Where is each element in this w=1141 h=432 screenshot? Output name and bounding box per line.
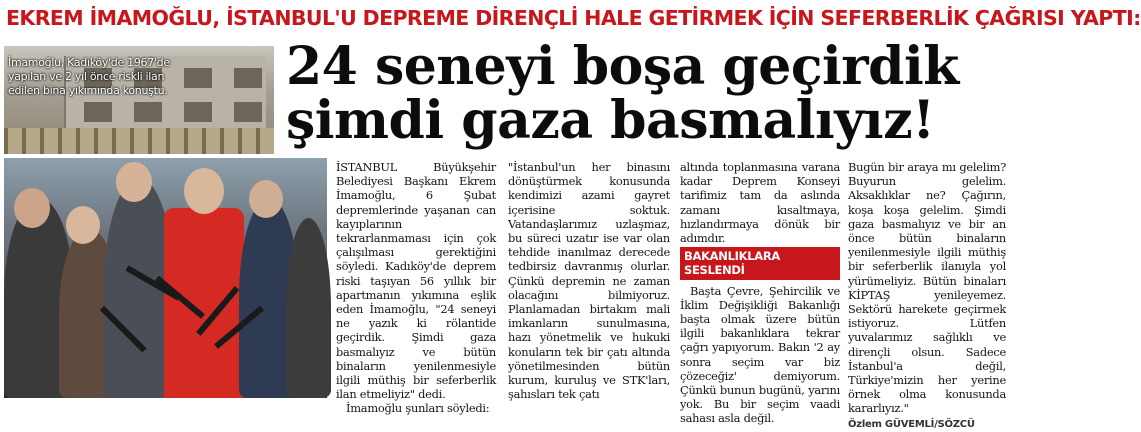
article-column-3 xyxy=(680,160,840,426)
headline-line-1: 24 seneyi boşa geçirdik xyxy=(286,36,959,97)
article-column-1 xyxy=(336,160,496,416)
kicker-headline: EKREM İMAMOĞLU, İSTANBUL'U DEPREME DİRENÇLİ HALE GETİRMEK İÇİN SEFERBERLİK ÇAĞRISI YAPTI: xyxy=(6,6,1141,30)
press-photo xyxy=(4,158,327,398)
article-column-4 xyxy=(848,160,1006,432)
article-column-2 xyxy=(508,160,670,401)
paragraph: Bugün bir araya mı gelelim? Buyurun gelelim. Aksaklıklar ne? Çağırın, koşa koşa gelelim. Şimdi gaza basmalıyız ve bir an önce bütün binaların yenilenmesiyle ilgili müthiş bir seferberlik ilanıyla yol yürümeliyiz. Bütün binaları KİPTAŞ yenileyemez. Sektörü harekete geçirmek istiyoruz. Lütfen yuvalarımız sağlıklı ve dirençli olsun. Sadece İstanbul'a değil, Türkiye'mizin her yerine örnek olma konusunda kararlıyız." xyxy=(848,160,1006,416)
headline-line-2: şimdi gaza basmalıyız! xyxy=(286,90,935,151)
paragraph: İSTANBUL Büyükşehir Belediyesi Başkanı Ekrem İmamoğlu, 6 Şubat depremlerinde yaşanan can kayıplarının tekrarlanmaması için çok çalışılması gerektiğini söyledi. Kadıköy'de deprem riski taşıyan 56 yıllık bir apartmanın yıkımına eşlik eden İmamoğlu, "24 seneyi ne yazık ki rölantide geçirdik. Şimdi gaza basmalıyız ve bütün binaların yenilenmesiyle ilgili müthiş bir seferberlik ilan etmeliyiz" dedi. xyxy=(336,160,496,402)
paragraph: İmamoğlu şunları söyledi: xyxy=(346,401,490,416)
paragraph: Başta Çevre, Şehircilik ve İklim Değişikliği Bakanlığı başta olmak üzere bütün ilgili bakanlıklara tekrar çağrı yapıyorum. Bakın '2 ay sonra seçim var biz çözeceğiz' demiyorum. Çünkü bunun bugünü, yarını yok. Bu bir seçim vaadi sahası asla değil. xyxy=(680,283,840,426)
main-headline xyxy=(286,36,1006,151)
paragraph: "İstanbul'un her binasını dönüştürmek konusunda kendimizi azami gayret içerisine soktuk. Vatandaşlarımız uzlaşmaz, bu süreci uzatır ise var olan tehdide inanılmaz derecede tedbirsiz davranmış olurlar. Çünkü depremin ne zaman olacağını bilmiyoruz. Planlamadan birtakım mali imkanların sunulmasına, hazı yönetmelik ve hukuki konuların tek bir çatı altında yönetilmesinden bütün kurum, kuruluş ve STK'ları, şahısları tek çatı xyxy=(508,160,670,402)
author-byline: Özlem GÜVEMLİ/SÖZCÜ xyxy=(848,418,975,430)
paragraph: altında toplanmasına varana kadar Deprem Konseyi tarifimiz tam da aslında zamanı kısaltmaya, hızlandırmaya dönük bir adımdır. xyxy=(680,160,840,246)
subheading: BAKANLIKLARA SESLENDİ xyxy=(680,247,840,279)
photo-caption: İmamoğlu, Kadıköy'de 1967'de yapılan ve 2 yıl önce riskli ilan edilen bina yıkımında konuştu. xyxy=(8,56,170,97)
